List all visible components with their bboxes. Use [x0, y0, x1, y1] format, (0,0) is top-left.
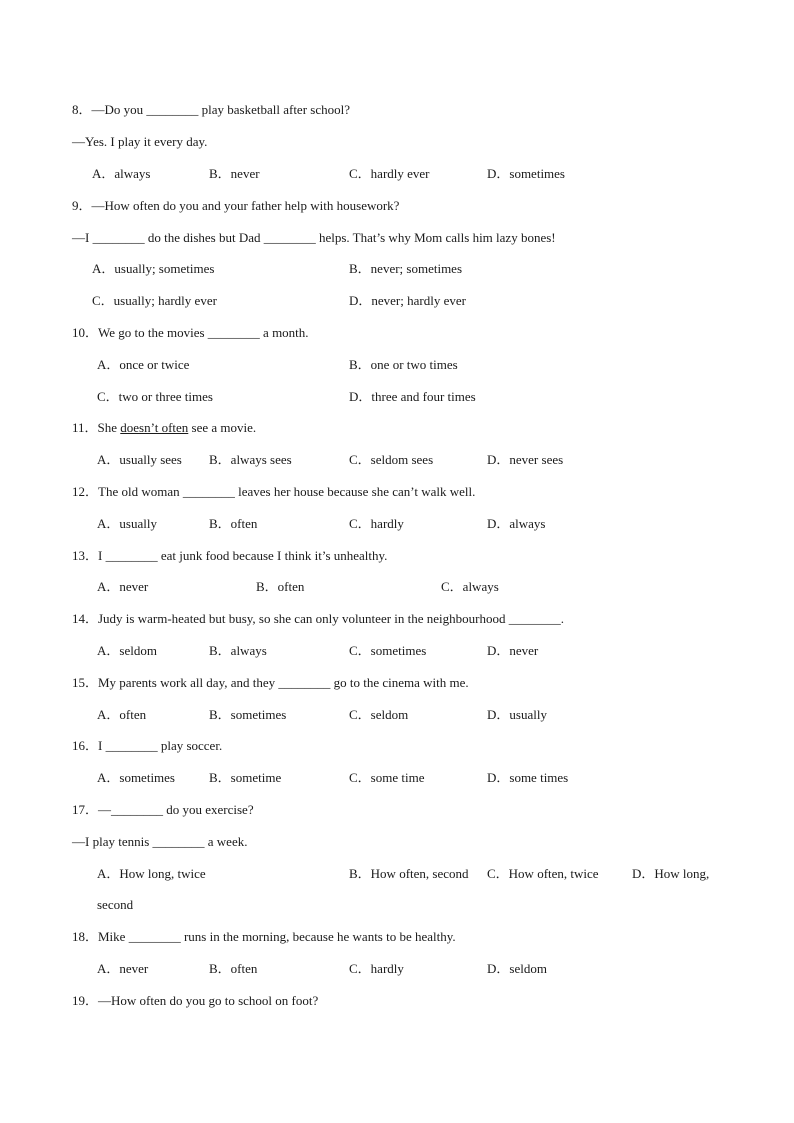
question-17-option-c: C．How often, twice — [487, 866, 599, 881]
question-18-option-d: D．seldom — [487, 961, 547, 976]
question-15-option-a: A．often — [97, 707, 147, 722]
question-10-stem: 10．We go to the movies ________ a month. — [72, 325, 309, 340]
question-11-option-b: B．always sees — [209, 452, 292, 467]
question-17-option-d: D．How long, — [632, 866, 710, 881]
question-13-option-c: C．always — [441, 579, 499, 594]
question-14-stem: 14．Judy is warm-heated but busy, so she can only volunteer in the neighbourhood ________. — [72, 611, 564, 626]
question-11-underlined-phrase: doesn’t often — [120, 420, 189, 435]
question-17-reply: —I play tennis ________ a week. — [72, 834, 248, 849]
question-12-option-a: A．usually — [97, 516, 157, 531]
question-15-option-d: D．usually — [487, 707, 547, 722]
question-8-option-a: A．always — [92, 166, 151, 181]
question-11-option-a: A．usually sees — [97, 452, 182, 467]
question-17-stem: 17．—________ do you exercise? — [72, 802, 254, 817]
question-11-option-c: C．seldom sees — [349, 452, 434, 467]
question-9-option-d: D．never; hardly ever — [349, 293, 466, 308]
question-9-reply: —I ________ do the dishes but Dad ________ helps. That’s why Mom calls him lazy bones! — [72, 230, 556, 245]
question-19-stem: 19．—How often do you go to school on foot? — [72, 993, 319, 1008]
question-18-option-b: B．often — [209, 961, 258, 976]
question-15-option-c: C．seldom — [349, 707, 409, 722]
question-14-option-b: B．always — [209, 643, 267, 658]
question-15-stem: 15．My parents work all day, and they ________ go to the cinema with me. — [72, 675, 469, 690]
question-8-reply: —Yes. I play it every day. — [72, 134, 208, 149]
question-12-option-d: D．always — [487, 516, 546, 531]
question-10-option-d: D．three and four times — [349, 389, 476, 404]
question-12-option-b: B．often — [209, 516, 258, 531]
question-17-option-d-wrap: second — [97, 897, 134, 912]
question-10-option-a: A．once or twice — [97, 357, 190, 372]
question-14-option-d: D．never — [487, 643, 539, 658]
question-8-option-c: C．hardly ever — [349, 166, 430, 181]
question-16-stem: 16．I ________ play soccer. — [72, 738, 223, 753]
question-13-stem: 13．I ________ eat junk food because I think it’s unhealthy. — [72, 548, 388, 563]
question-10-option-c: C．two or three times — [97, 389, 213, 404]
question-11-stem-start: 11．She — [72, 420, 121, 435]
question-11-stem-end: see a movie. — [188, 420, 257, 435]
question-8-option-d: D．sometimes — [487, 166, 565, 181]
question-13-option-a: A．never — [97, 579, 149, 594]
question-8-stem: 8．—Do you ________ play basketball after school? — [72, 102, 350, 117]
question-14-option-a: A．seldom — [97, 643, 157, 658]
question-9-option-c: C．usually; hardly ever — [92, 293, 217, 308]
question-12-option-c: C．hardly — [349, 516, 404, 531]
question-18-stem: 18．Mike ________ runs in the morning, because he wants to be healthy. — [72, 929, 456, 944]
question-14-option-c: C．sometimes — [349, 643, 427, 658]
question-16-option-c: C．some time — [349, 770, 425, 785]
question-16-option-b: B．sometime — [209, 770, 282, 785]
question-16-option-d: D．some times — [487, 770, 569, 785]
question-16-option-a: A．sometimes — [97, 770, 175, 785]
question-9-stem: 9．—How often do you and your father help with housework? — [72, 198, 400, 213]
question-13-option-b: B．often — [256, 579, 305, 594]
question-9-option-b: B．never; sometimes — [349, 261, 463, 276]
question-9-option-a: A．usually; sometimes — [92, 261, 215, 276]
question-18-option-a: A．never — [97, 961, 149, 976]
question-17-option-a: A．How long, twice — [97, 866, 206, 881]
question-11-stem — [72, 420, 256, 436]
question-8-option-b: B．never — [209, 166, 260, 181]
question-18-option-c: C．hardly — [349, 961, 404, 976]
question-11-option-d: D．never sees — [487, 452, 564, 467]
question-17-option-b: B．How often, second — [349, 866, 469, 881]
question-12-stem: 12．The old woman ________ leaves her house because she can’t walk well. — [72, 484, 476, 499]
question-10-option-b: B．one or two times — [349, 357, 458, 372]
question-15-option-b: B．sometimes — [209, 707, 287, 722]
